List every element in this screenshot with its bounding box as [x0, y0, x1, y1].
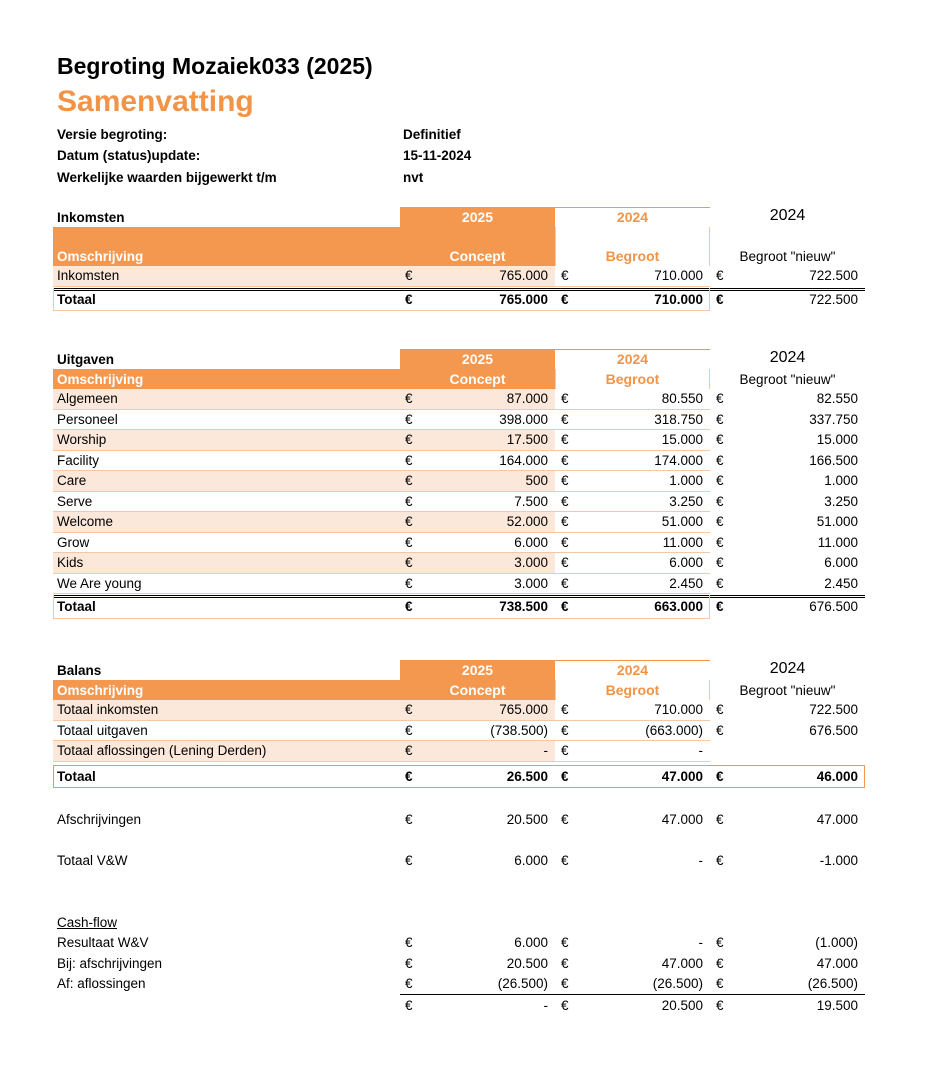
- inkomsten-row-value-2024-nieuw: 722.500: [809, 268, 858, 283]
- uitgaven-row-value-2024: 174.000: [654, 452, 703, 468]
- balans-total-value-2024-nieuw: 46.000: [816, 768, 858, 784]
- uitgaven-row-value-2024-nieuw: 1.000: [824, 473, 858, 488]
- balans-row-label: Totaal inkomsten: [57, 702, 159, 717]
- col-sub-2024: Begroot: [605, 371, 660, 387]
- balans-row-euro-2: €: [561, 722, 569, 738]
- section-title: Inkomsten: [57, 210, 125, 225]
- balans-row-value-2024: 710.000: [654, 702, 703, 717]
- balans-total-euro-1: €: [405, 768, 413, 784]
- uitgaven-row-value-2024: 3.250: [669, 493, 703, 509]
- page-subtitle: Samenvatting: [57, 85, 254, 118]
- inkomsten-total-label: Totaal: [57, 291, 96, 307]
- inkomsten-total-euro-2: €: [561, 291, 569, 307]
- uitgaven-row-value-2024: 15.000: [661, 432, 703, 447]
- uitgaven-row-euro-2: €: [561, 452, 569, 468]
- cashflow-total-value-2024-nieuw: 19.500: [816, 997, 858, 1013]
- meta-label-versie: Versie begroting:: [57, 127, 168, 142]
- balans-row-label: Totaal uitgaven: [57, 722, 148, 738]
- inkomsten-row-euro-2: €: [561, 268, 569, 283]
- uitgaven-total-left: [53, 595, 54, 619]
- cashflow-row-euro-3: €: [716, 976, 724, 991]
- cashflow-row-label: Resultaat W&V: [57, 935, 149, 950]
- cashflow-total-euro-3: €: [716, 997, 724, 1013]
- afschrijvingen-label: Afschrijvingen: [57, 812, 142, 827]
- cashflow-row-euro-3: €: [716, 935, 724, 950]
- balans-row-euro-1: €: [405, 722, 413, 738]
- uitgaven-row-euro-3: €: [716, 432, 724, 447]
- inkomsten-total-line-bottom: [53, 310, 710, 311]
- cashflow-row-euro-2: €: [561, 935, 569, 950]
- uitgaven-row-euro-2: €: [561, 473, 569, 488]
- cashflow-total-value-2024: 20.500: [661, 997, 703, 1013]
- afschrijvingen-value-2024: 47.000: [661, 812, 703, 827]
- inkomsten-total-right: [709, 288, 710, 312]
- uitgaven-row-label: Personeel: [57, 411, 118, 427]
- uitgaven-row-label: Care: [57, 473, 87, 488]
- col-year-2024: 2024: [616, 662, 649, 678]
- afschrijvingen-euro-1: €: [405, 812, 413, 827]
- totaal-vw-value-2024-nieuw: -1.000: [819, 853, 858, 868]
- balans-row-euro-1: €: [405, 743, 413, 758]
- uitgaven-row-value-2025: 500: [525, 473, 548, 488]
- inkomsten-row-value-2024: 710.000: [654, 268, 703, 283]
- balans-row-value-2024: (663.000): [645, 722, 703, 738]
- balans-row-value-2025: (738.500): [490, 722, 548, 738]
- uitgaven-row-euro-2: €: [561, 555, 569, 570]
- col-desc-header: Omschrijving: [57, 249, 144, 264]
- uitgaven-row-euro-1: €: [405, 432, 413, 447]
- cashflow-row-euro-2: €: [561, 955, 569, 971]
- col-year-2025: 2025: [461, 209, 494, 225]
- col-year-2024-nieuw: 2024: [769, 207, 806, 224]
- uitgaven-total-euro-1: €: [405, 599, 413, 614]
- page-title: Begroting Mozaiek033 (2025): [57, 53, 373, 79]
- cashflow-row-value-2024-nieuw: 47.000: [816, 955, 858, 971]
- uitgaven-row-label: Grow: [57, 534, 90, 550]
- balans-row-euro-2: €: [561, 743, 569, 758]
- uitgaven-row-euro-2: €: [561, 575, 569, 591]
- uitgaven-row-euro-3: €: [716, 514, 724, 529]
- col-year-2025: 2025: [461, 662, 494, 678]
- meta-value-versie: Definitief: [403, 127, 461, 142]
- uitgaven-row-euro-1: €: [405, 473, 413, 488]
- uitgaven-row-euro-1: €: [405, 514, 413, 529]
- totaal-vw-value-2024: -: [698, 853, 703, 868]
- uitgaven-total-value-2025: 738.500: [499, 599, 548, 614]
- uitgaven-total-value-2024: 663.000: [654, 599, 703, 614]
- uitgaven-row-value-2025: 17.500: [506, 432, 548, 447]
- uitgaven-total-right: [709, 595, 710, 619]
- uitgaven-row-euro-2: €: [561, 514, 569, 529]
- uitgaven-total-line-bottom: [53, 618, 710, 619]
- balans-row-euro-1: €: [405, 702, 413, 717]
- totaal-vw-label: Totaal V&W: [57, 853, 128, 868]
- cashflow-row-euro-2: €: [561, 976, 569, 991]
- uitgaven-row-value-2024: 1.000: [669, 473, 703, 488]
- col-sub-2025: Concept: [449, 682, 506, 698]
- cashflow-row-value-2025: 20.500: [506, 955, 548, 971]
- uitgaven-row-euro-2: €: [561, 493, 569, 509]
- uitgaven-row-value-2024-nieuw: 51.000: [816, 514, 858, 529]
- cashflow-row-euro-1: €: [405, 955, 413, 971]
- uitgaven-row-euro-1: €: [405, 555, 413, 570]
- col-sub-2025: Concept: [449, 371, 506, 387]
- meta-label-datum: Datum (status)update:: [57, 148, 201, 163]
- uitgaven-total-value-2024-nieuw: 676.500: [809, 599, 858, 614]
- cashflow-row-euro-1: €: [405, 935, 413, 950]
- balans-row-euro-3: €: [716, 722, 724, 738]
- cashflow-row-value-2024: 47.000: [661, 955, 703, 971]
- section-title: Uitgaven: [57, 352, 115, 367]
- uitgaven-total-euro-3: €: [716, 599, 724, 614]
- uitgaven-row-value-2024: 51.000: [661, 514, 703, 529]
- uitgaven-row-value-2024-nieuw: 82.550: [816, 391, 858, 406]
- balans-row-value-2024-nieuw: 676.500: [809, 722, 858, 738]
- cashflow-row-value-2025: 6.000: [514, 935, 548, 950]
- uitgaven-row-euro-2: €: [561, 411, 569, 427]
- uitgaven-row-label: Welcome: [57, 514, 114, 529]
- balans-total-euro-3: €: [716, 768, 724, 784]
- uitgaven-row-value-2024-nieuw: 2.450: [824, 575, 858, 591]
- col-year-2024-nieuw: 2024: [769, 660, 806, 677]
- uitgaven-row-euro-3: €: [716, 555, 724, 570]
- uitgaven-row-euro-3: €: [716, 411, 724, 427]
- cashflow-title: Cash-flow: [57, 915, 118, 930]
- balans-row-value-2025: -: [543, 743, 548, 758]
- cashflow-total-euro-2: €: [561, 997, 569, 1013]
- uitgaven-row-label: Kids: [57, 555, 84, 570]
- inkomsten-total-value-2024: 710.000: [654, 291, 703, 307]
- uitgaven-row-label: Serve: [57, 493, 93, 509]
- uitgaven-row-euro-3: €: [716, 534, 724, 550]
- inkomsten-total-left: [53, 288, 54, 312]
- uitgaven-row-value-2024: 318.750: [654, 411, 703, 427]
- uitgaven-row-euro-2: €: [561, 391, 569, 406]
- cashflow-row-value-2025: (26.500): [497, 976, 548, 991]
- uitgaven-row-euro-3: €: [716, 473, 724, 488]
- uitgaven-row-value-2025: 7.500: [514, 493, 548, 509]
- cashflow-row-label: Af: aflossingen: [57, 976, 146, 991]
- balans-row-label: Totaal aflossingen (Lening Derden): [57, 743, 267, 758]
- col-desc-header: Omschrijving: [57, 683, 144, 698]
- uitgaven-row-value-2024-nieuw: 15.000: [816, 432, 858, 447]
- uitgaven-row-value-2025: 164.000: [499, 452, 548, 468]
- uitgaven-row-euro-3: €: [716, 452, 724, 468]
- uitgaven-row-euro-1: €: [405, 452, 413, 468]
- inkomsten-total-line-top: [53, 288, 865, 289]
- uitgaven-row-label: Algemeen: [57, 391, 118, 406]
- inkomsten-total-value-2025: 765.000: [499, 291, 548, 307]
- meta-label-werkelijk: Werkelijke waarden bijgewerkt t/m: [57, 170, 277, 185]
- balans-row-value-2024: -: [698, 743, 703, 758]
- uitgaven-row-value-2024-nieuw: 11.000: [817, 534, 858, 550]
- cashflow-row-value-2024-nieuw: (26.500): [807, 976, 858, 991]
- cashflow-sum-line: [400, 994, 865, 995]
- inkomsten-row-value-2025: 765.000: [499, 268, 548, 283]
- section-title: Balans: [57, 663, 102, 678]
- meta-value-werkelijk: nvt: [403, 170, 424, 185]
- cashflow-row-euro-1: €: [405, 976, 413, 991]
- col-year-2024: 2024: [616, 209, 649, 225]
- uitgaven-row-value-2024: 6.000: [669, 555, 703, 570]
- uitgaven-row-label: We Are young: [57, 575, 142, 591]
- uitgaven-row-value-2024: 80.550: [661, 391, 703, 406]
- cashflow-row-euro-3: €: [716, 955, 724, 971]
- inkomsten-total-euro-1: €: [405, 291, 413, 307]
- col-desc-header: Omschrijving: [57, 372, 144, 387]
- col-year-2024-nieuw: 2024: [769, 349, 806, 366]
- balans-row-value-2025: 765.000: [499, 702, 548, 717]
- uitgaven-row-euro-1: €: [405, 493, 413, 509]
- cashflow-row-value-2024: -: [698, 935, 703, 950]
- uitgaven-row-label: Worship: [57, 432, 107, 447]
- totaal-vw-euro-3: €: [716, 853, 724, 868]
- cashflow-total-euro-1: €: [405, 997, 413, 1013]
- uitgaven-row-value-2024-nieuw: 6.000: [824, 555, 858, 570]
- uitgaven-row-value-2024-nieuw: 3.250: [824, 493, 858, 509]
- col-sub-2024: Begroot: [605, 682, 660, 698]
- uitgaven-row-euro-1: €: [405, 534, 413, 550]
- uitgaven-row-value-2025: 52.000: [506, 514, 548, 529]
- uitgaven-row-value-2025: 3.000: [514, 555, 548, 570]
- uitgaven-row-value-2024: 11.000: [662, 534, 703, 550]
- uitgaven-total-euro-2: €: [561, 599, 569, 614]
- col-sub-2024: Begroot: [605, 248, 660, 264]
- balans-total-label: Totaal: [57, 768, 96, 784]
- uitgaven-row-value-2025: 87.000: [506, 391, 548, 406]
- inkomsten-row-label: Inkomsten: [57, 268, 120, 283]
- uitgaven-row-euro-3: €: [716, 391, 724, 406]
- totaal-vw-value-2025: 6.000: [514, 853, 548, 868]
- col-year-2024: 2024: [616, 351, 649, 367]
- uitgaven-row-value-2024-nieuw: 337.750: [809, 411, 858, 427]
- inkomsten-total-euro-3: €: [716, 291, 724, 307]
- balans-row-euro-3: €: [716, 702, 724, 717]
- inkomsten-row-euro-3: €: [716, 268, 724, 283]
- col-sub-2024-nieuw: Begroot "nieuw": [739, 249, 836, 264]
- uitgaven-row-euro-2: €: [561, 534, 569, 550]
- cashflow-row-value-2024-nieuw: (1.000): [815, 935, 858, 950]
- balans-total-value-2024: 47.000: [661, 768, 703, 784]
- totaal-vw-euro-1: €: [405, 853, 413, 868]
- afschrijvingen-value-2024-nieuw: 47.000: [816, 812, 858, 827]
- col-sub-2024-nieuw: Begroot "nieuw": [739, 372, 836, 387]
- uitgaven-total-line-top: [53, 595, 865, 596]
- inkomsten-total-value-2024-nieuw: 722.500: [809, 291, 858, 307]
- uitgaven-row-value-2024-nieuw: 166.500: [809, 452, 858, 468]
- afschrijvingen-value-2025: 20.500: [506, 812, 548, 827]
- col-sub-2025: Concept: [449, 248, 506, 264]
- col-year-2025: 2025: [461, 351, 494, 367]
- uitgaven-row-label: Facility: [57, 452, 100, 468]
- uitgaven-row-euro-1: €: [405, 391, 413, 406]
- balans-row-value-2024-nieuw: 722.500: [809, 702, 858, 717]
- uitgaven-row-euro-3: €: [716, 575, 724, 591]
- uitgaven-row-value-2025: 3.000: [514, 575, 548, 591]
- meta-value-datum: 15-11-2024: [403, 148, 472, 163]
- uitgaven-row-euro-1: €: [405, 575, 413, 591]
- uitgaven-row-value-2024: 2.450: [669, 575, 703, 591]
- balans-row-euro-2: €: [561, 702, 569, 717]
- cashflow-row-label: Bij: afschrijvingen: [57, 955, 163, 971]
- inkomsten-row-euro-1: €: [405, 268, 413, 283]
- afschrijvingen-euro-2: €: [561, 812, 569, 827]
- totaal-vw-euro-2: €: [561, 853, 569, 868]
- uitgaven-row-euro-1: €: [405, 411, 413, 427]
- uitgaven-total-label: Totaal: [57, 599, 96, 614]
- uitgaven-row-euro-2: €: [561, 432, 569, 447]
- afschrijvingen-euro-3: €: [716, 812, 724, 827]
- cashflow-total-value-2025: -: [543, 997, 548, 1013]
- uitgaven-row-value-2025: 398.000: [499, 411, 548, 427]
- balans-total-euro-2: €: [561, 768, 569, 784]
- cashflow-row-value-2024: (26.500): [652, 976, 703, 991]
- uitgaven-row-euro-3: €: [716, 493, 724, 509]
- uitgaven-row-value-2025: 6.000: [514, 534, 548, 550]
- balans-total-value-2025: 26.500: [506, 768, 548, 784]
- col-sub-2024-nieuw: Begroot "nieuw": [739, 683, 836, 698]
